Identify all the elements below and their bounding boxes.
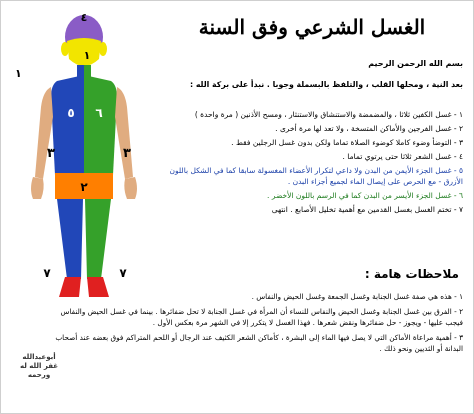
note-item: ٢ - الفرق بين غسل الجنابة وغسل الحيض والنفاس للنساء أن المرأة في غسل الجنابة لا تحل ضفائرها . بينما في غسل الحيض والنفاس فيجب عليها - ويجوز - حل ضفائرها ونقض شعرها . فهذا الغسل لا يتكرر إلا في الشهر مرة بعكس الأول .: [60, 307, 463, 327]
step-item: ٣ - التوضأ وضوء كاملا كوضوء الصلاة تماما ولكن بدون غسل الرجلين فقط .: [231, 138, 463, 147]
step-item: ٤ - غسل الشعر ثلاثا حتى يرتوي تماما .: [342, 152, 463, 161]
body-diagram: [7, 7, 157, 305]
number-left-foot: ٧: [119, 266, 127, 280]
number-right-foot: ٧: [43, 266, 51, 280]
step-item: ٥ - غسل الجزء الأيمن من البدن ولا داعي لتكرار الأعضاء المغسولة سابقا كما في الشكل باللون الأزرق - مع الحرص على إيصال الماء لجميع أجزاء البدن .: [169, 166, 463, 186]
number-face-side: ١: [15, 67, 22, 80]
step-item: ٢ - غسل الفرجين والأماكن المتسخة ، ولا تعد لها مرة أخرى .: [275, 124, 463, 133]
notes-list: [53, 291, 463, 358]
page-title: الغسل الشرعي وفق السنة: [198, 15, 426, 39]
torso-right-half: [51, 75, 84, 175]
right-arm: [35, 87, 53, 179]
signature-line: غفر الله له: [19, 362, 59, 370]
left-arm: [115, 87, 133, 179]
number-left-body: ٦: [95, 106, 103, 120]
intro-text: بعد النية ، ومحلها القلب ، والتلفظ بالبسملة وجوبا . نبدأ على بركة الله :: [190, 80, 463, 89]
torso-left-half: [84, 75, 117, 175]
signature-line: أبوعبدالله: [22, 353, 56, 361]
right-ear: [61, 42, 69, 56]
left-leg: [85, 199, 111, 279]
number-head: ٤: [80, 11, 88, 24]
steps-list: [153, 109, 463, 218]
right-leg: [57, 199, 83, 279]
number-pelvis: ٢: [80, 180, 88, 194]
neck-left: [84, 65, 91, 77]
right-hand: [31, 177, 44, 199]
note-item: ٣ - أهمية مراعاة الأماكن التي لا يصل فيها الماء إلى البشرة ، كأماكن الشعر الكثيف عند الرجال أو اللحم المتراكم فوق بعضه عند أصحاب البدانة أو الثديين ونحو ذلك .: [55, 333, 463, 353]
step-item: ٦ - غسل الجزء الأيسر من البدن كما في الرسم باللون الأخضر .: [267, 191, 463, 200]
step-item: ٧ - تختم الغسل بغسل القدمين مع أهمية تخليل الأصابع . انتهى: [271, 205, 463, 214]
number-left-arm: ٣: [123, 146, 131, 161]
left-hand: [124, 177, 137, 199]
neck: [77, 65, 84, 77]
basmala: بسم الله الرحمن الرحيم: [368, 59, 463, 68]
number-face: ١: [83, 49, 91, 62]
notes-heading: ملاحظات هامة :: [364, 267, 459, 281]
number-right-body: ٥: [67, 106, 75, 120]
note-item: ١ - هذه هي صفة غسل الجنابة وغسل الجمعة وغسل الحيض والنفاس .: [251, 292, 463, 301]
signature-line: ورحمه: [27, 371, 51, 379]
step-item: ١ - غسل الكفين ثلاثا ، والمضمضة والاستنشاق والاستنثار ، ومسح الأذنين ( مرة واحدة ): [194, 110, 463, 119]
number-right-arm: ٣: [47, 146, 55, 161]
left-ear: [99, 42, 107, 56]
signature: [9, 353, 69, 380]
